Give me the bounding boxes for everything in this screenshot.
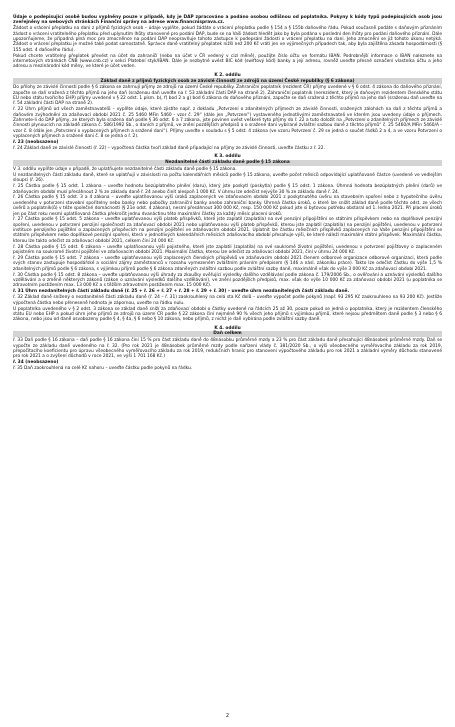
- section-4: [13, 326, 442, 372]
- row-26-instruction: ř. 26 Částka podle § 15 odst. 3 a 4 zákona – uveďte uplatňovanou výši úroků zaplacených ve zdaňovacím období 2021 z poskytnutého úvěru na stavebním spoření nebo z hypotečního úvěru uvedeného v potvrzení stavební spořitelny nebo banky nebo pobočky zahraniční banky anebo zahraniční banky. Úhrnná částka úroků, o které lze snížit základ daně podle těchto odst. ze všech úvěrů a poplatník(ů) v téže společné domácnosti (§ 21e odst. 4 zákona), nesmí přesáhnout 300 000 Kč, resp. 150 000 Kč pokud jste si bytovou potřebu obstaral od 1. ledna 2021. Při placení úroků jen po část roku nesmí uplatňovaná částka překročit jednu dvanáctinu této maximální částky za každý měsíc placení úroků.: [13, 195, 442, 217]
- section-2-title: K 2. oddílu: [214, 72, 241, 78]
- row-23-instruction: ř. 23 (neobsazeno): [13, 139, 59, 145]
- row-25-instruction: ř. 25 Částka podle § 15 odst. 1 zákona – uveďte hodnotu bezúplatného plnění (daru), který jste poskytl (poskytla) podle § 15 odst. 1 zákona. Úhrnná hodnota bezúplatných plnění (darů) ve zdaňovacím období musí přesáhnout 2 % ze základu daně ř. 24 anebo činit alespoň 1 000 Kč. V úhrnu lze odečíst nejvýše 30 % ze základu daně ř. 24.: [13, 184, 442, 195]
- nonresident-note: U poplatníka uvedeného v § 2 odst. 3 zákona se základ daně sníží za zdaňovací období o částky uvedené na řádcích 25 až 30, pouze pokud se jedná o poplatníka, který je rezidentem členského státu EU nebo EHP a pokud úhrn jeho příjmů ze zdrojů na území ČR podle § 22 zákona činí nejméně 90 % všech jeho příjmů s výjimkou příjmů, které nejsou předmětem daně podle § 3 nebo § 6 zákona, nebo jsou od daně osvobozeny podle § 4, § 4a, § 6 nebo § 10 zákona, nebo příjmů, z nichž je daň vybírána podle zvláštní sazby daně.: [13, 306, 442, 323]
- row-24-instruction: ř. 24 Základ daně ze závislé činnosti (ř. 22) – vypočtená částka tvoří základ daně připadající na příjmy ze závislé činnosti, uveďte částku z ř. 22.: [13, 145, 325, 151]
- row-34-instruction: ř. 34 (neobsazeno): [13, 360, 59, 366]
- row-30-instruction: ř. 30 Částka podle § 15 odst. 8 zákona – uveďte uplatňovanou výši úhrady za zkoušky ověřující výsledky dalšího vzdělávání podle zákona č. 179/2006 Sb., o ověřování a uznávání výsledků dalšího vzdělávání a o změně některých zákonů (zákon o uznávání výsledků dalšího vzdělávání), ve znění pozdějších předpisů, max. však do výše 10 000 Kč za zdaňovací období 2021 (u poplatníka se zdravotním postižením max. 13 000 Kč a s těžším zdravotním postižením max. 15 000 Kč).: [13, 272, 442, 289]
- row-32-instruction: ř. 32 Základ daně snížený o nezdanitelné části základu daně (ř. 24 – ř. 31) zaokrouhlený na celá sta Kč dolů – uveďte výpočet podle pokynů (např. 93 295 Kč zaokrouhleno na 93 200 Kč). Jestliže výpočtená částka nebo přeneseně hodnota je zápornou, uveďte na řádku nulu.: [13, 295, 442, 306]
- row-22-instruction: ř. 22 Úhrn příjmů od všech zaměstnavatelů – vyplňte údaje, které zjistíte např. z dokladu „Potvrzení o zdanitelných příjmech ze závislé činnosti, sražených zálohách na daň z těchto příjmů a daňovém zvýhodnění za zdaňovací období 2021 č. 25 5460 MFin 5460 - vzor č. 29“ (dále jen „Potvrzení“) vystaveného jednotlivými zaměstnavateli ve kterém jsou uvedeny údaje o příjmech. Zahrnete-li do DAP příjmy, ze kterých byla sražena daň podle § 36 odst. 6 a 7 zákona, jste povinen uvést veškeré tyto příjmy do ř. 22 a tuto doložit na „Potvrzení o zdanitelných příjmech ze závislé činnosti plynoucích na základě zákona č. 586/1992 Sb., o daních z příjmů, ve znění pozdějších předpisů a o sražené dani vybírané zvláštní sazbou daně z těchto příjmů“ č. 25 5460/A MFin 5460/A - vzor č. 8 (dále jen „Potvrzení o vyplacených příjmech a sražené dani“). Příjmy uveďte v souladu s § 5 odst. 4 zákona (ve vzoru Potvrzení č. 29 se jedná o součet řádků 2 a 4, a ve vzoru Potvrzení o vyplacených příjmech a sražené dani č. 8 se jedná o ř. 2).: [13, 107, 442, 140]
- section-2-intro: Do přílohy ze závislé činnosti podle § 6 zákona se zahrnují příjmy ze zdrojů na území České republiky. Zahraniční poplatník (rezident ČR) příjmy uvedené v § 6 odst. 4 zákona do daňového přiznání, započte se daň sražená z těchto příjmů na jeho daň (sraženou daň uveďte na ř. 53 základní části DAP na straně 2). Zahraniční poplatník (nerezident, který je daňovým rezidentem členského státu EU nebo státu tvořícího EHP) příjmy uvedené v § 22 odst. 1 písm. b), f) bod 2 a g) bod 6 zákona do daňového přiznání, započte se daň sražená z těchto příjmů na jeho daň (sraženou daň uveďte na ř. 54 základní části DAP na straně 2).: [13, 85, 442, 107]
- instructions-page: [13, 12, 442, 712]
- intro-section: [13, 15, 442, 70]
- section-3-subtitle: Nezdanitelné části základu daně podle § 15 zákona: [13, 160, 442, 166]
- signatory-note: Údaje o podepisující osobě budou vyplněny pouze v případě, kdy je DAP zpracováno a podáno osobou odlišnou od poplatníka. Pokyny k kódy typů podepisujících osob jsou zveřejněny na webových stránkách Finanční správy na adrese www.financnisprava.cz.: [13, 15, 442, 26]
- section-2-subtitle: Základ daně z příjmů fyzických osob ze závislé činnosti ze zdrojů na území České republiky (§ 6 zákona): [13, 78, 442, 84]
- section-3: [13, 154, 442, 322]
- iban-paragraph: Pokud chcete vratitelný přeplatek převést na účet do zahraničí (nebo na účet v ČR vedený v cizí měně), použijte číslo účtu ve formátu IBAN. Podrobnější informace o IBAN naleznete na internetových stránkách ČNB (www.cnb.cz) v sekci Platební styk/IBAN. Dále je nezbytné uvést BIC kód (swiftový kód) banky a její adresu, rovněž uveďte přesné označení vlastníka účtu a jeho adresu a mezinárodní kód měny, ve které je účet veden.: [13, 53, 442, 70]
- page-number: 2: [225, 713, 230, 719]
- refund-request-paragraph: Žádost o vrácení přeplatku na dani z příjmů fyzických osob – údaje vyplňte, pokud žádáte o vrácení přeplatku podle § 154 a § 155b daňového řádu. Pokud současně podáte s daňovým přiznáním žádost o vrácení vratitelného přeplatku před uplynutím lhůty stanovené pro podání DAP, bude se na Vaši žádost hledět jako by byla podána v poslední den lhůty pro podání daňového přiznání. Dále upozorňujeme, že případná plná moc pro zmocněnce na podání DAP neopravňuje tohoto zástupce k podepsání žádosti o vrácení přeplatku na dani. Jeho zmocnění se již tohoto úkonu netýká. Žádost o vrácení přeplatku je možné také podat samostatně. Správce daně vratitelný přeplatek nižší než 200 Kč vrátí jen ve výjimečných případech tak, aby byla zajištěna zásada hospodárnosti (§ 155 odst. 4 daňového řádu).: [13, 26, 442, 53]
- row-33-instruction: ř. 33 Daň podle § 16 zákona – daň podle § 16 zákona činí 15 % pro část základu daně do 48násobku průměrné mzdy a 23 % pro část základu daně přesahující 48násobek průměrné mzdy. Daň se vypočte ze základu daně uvedeného na ř. 32. (Pro rok 2021 je 48násobek průměrné mzdy podle nařízení vlády č. 381/2020 Sb., o výši všeobecného vyměřovacího základu za rok 2019, přepočítacího koeficientu pro úpravu všeobecného vyměřovacího základu za rok 2019, redukčních hranic pro stanovení výpočtového základu pro rok 2021 a základní výměry důchodu stanovené pro rok 2021 a o zvýšení důchodů v roce 2021, ve výši 1 701 168 Kč.): [13, 338, 442, 360]
- row-29-instruction: ř. 29 Částka podle § 15 odst. 7 zákona – uveďte uplatňovanou výši zaplacených členských příspěvků ve zdaňovacím období 2021 členem odborové organizace odborové organizaci, která podle svých stanov zastupuje hospodářské a sociální zájmy zaměstnanců v rozsahu vymezeném zvláštním právním předpisem (§ 146 a násl. zákoníku práce). Takto lze odečíst částku do výše 1,5 % zdanitelných příjmů podle § 6 zákona, s výjimkou příjmů podle § 6 zákona zdaněných zvláštní sazbou podle zvláštní sazby daně, maximálně však do výše 3 000 Kč za zdaňovací období 2021.: [13, 256, 442, 272]
- section-3-months-note: U nezdanitelných částí základu daně, které se uplatňují v závislosti na počtu kalendářních měsíců podle § 15 zákona, uveďte počet měsíců odpovídající uplatňované částce (uvedené ve vedlejším sloupci (ř. 26).: [13, 172, 442, 184]
- section-3-title: K 3. oddílu: [214, 154, 241, 160]
- section-4-subtitle: Daň celkem: [13, 331, 442, 337]
- row-27-instruction: ř. 27 Částka podle § 15 odst. 5 zákona – uveďte uplatňovanou výši plateb příspěvků, které jste zaplatil (zaplatila) na své penzijní připojištění se státním příspěvkem nebo na doplňkové penzijní spoření, uvedenou v potvrzení penzijní společnosti za zdaňovací období 2021 nebo uplatňovanou výši plateb příspěvků, kterou jste zaplatil (zaplatila) na penzijní pojištění, uvedenou v potvrzení instituce penzijního pojištění o zaplacených příspěvcích na penzijní pojištění ve zdaňovacím období 2021. Uplatnit lze částku měsíčních příspěvků zaplacených na Vaše penzijní připojištění se státním příspěvkem nebo doplňkové penzijní spoření, která v jednotlivých kalendářních měsících zdaňovacího období přesahuje výši, ke které náleží maximální státní příspěvek. Maximální částka, kterou lze takto odečíst za zdaňovací období 2021, celkem činí 24 000 Kč.: [13, 217, 442, 244]
- row-35-instruction: ř. 35 Daň zaokrouhlená na celé Kč nahoru – uveďte částku podle pokynů na řádku.: [13, 366, 193, 372]
- section-2: [13, 73, 442, 152]
- row-31-instruction: ř. 31 Úhrn nezdanitelných částí základu daně (ř. 25 + ř. 26 + ř. 27 + ř. 28 + ř. 29 + ř. 30) – uveďte úhrn nezdanitelných částí základu daně.: [13, 289, 350, 295]
- row-28-instruction: ř. 28 Částka podle § 15 odst. 6 zákona – uveďte uplatňovanou výši pojistného, které jste zaplatil (zaplatila) na své soukromé životní pojištění, uvedenou v potvrzení pojišťovny o zaplaceném pojistném na soukromé životní pojištění ve zdaňovacím období 2021. Maximální částka, kterou lze odečíst za zdaňovací období 2021, činí v úhrnu 24 000 Kč.: [13, 244, 442, 256]
- section-3-intro: V 3. oddílu vyplňte údaje v případě, že uplatňujete nezdanitelné části základu daně podle § 15 zákona.: [13, 166, 237, 172]
- section-4-title: K 4. oddílu: [214, 325, 241, 331]
